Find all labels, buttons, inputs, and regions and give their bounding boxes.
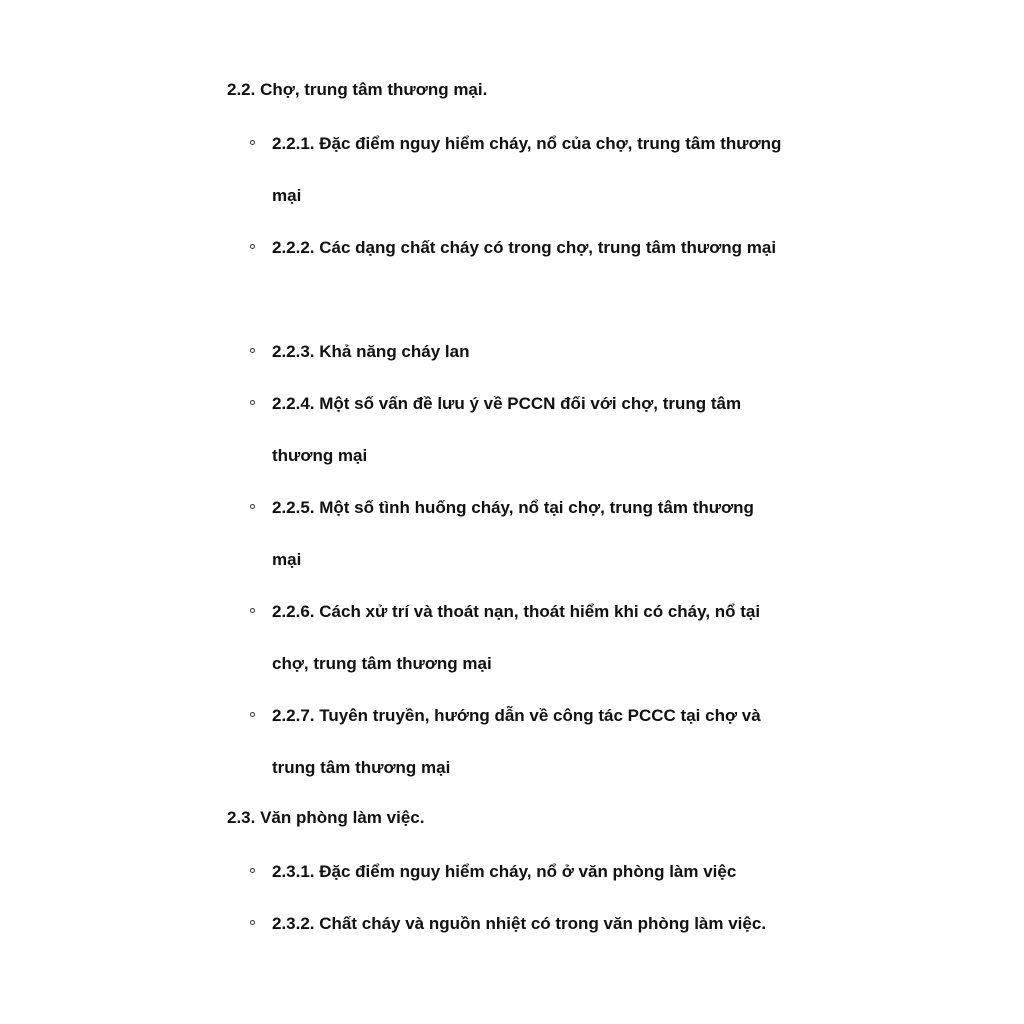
list-item-text: 2.2.1. Đặc điểm nguy hiểm cháy, nổ của chợ, trung tâm thương mại xyxy=(272,134,782,205)
circle-bullet-icon xyxy=(250,504,255,509)
list-item xyxy=(250,498,790,586)
circle-bullet-icon xyxy=(250,868,255,873)
list-item xyxy=(250,914,790,950)
section-heading-2-3: 2.3. Văn phòng làm việc. xyxy=(227,808,425,827)
circle-bullet-icon xyxy=(250,920,255,925)
list-item xyxy=(250,134,790,222)
section-heading-2-2: 2.2. Chợ, trung tâm thương mại. xyxy=(227,80,488,99)
list-item xyxy=(250,342,790,378)
circle-bullet-icon xyxy=(250,244,255,249)
list-item xyxy=(250,602,790,690)
list-item xyxy=(250,706,790,794)
circle-bullet-icon xyxy=(250,140,255,145)
circle-bullet-icon xyxy=(250,712,255,717)
circle-bullet-icon xyxy=(250,608,255,613)
list-item-text: 2.2.6. Cách xử trí và thoát nạn, thoát hiểm khi có cháy, nổ tại chợ, trung tâm thương mại xyxy=(272,602,761,673)
list-item xyxy=(250,394,790,482)
circle-bullet-icon xyxy=(250,400,255,405)
list-item-text: 2.3.2. Chất cháy và nguồn nhiệt có trong văn phòng làm việc. xyxy=(272,914,767,933)
list-item-text: 2.2.7. Tuyên truyền, hướng dẫn về công tác PCCC tại chợ và trung tâm thương mại xyxy=(272,706,761,777)
list-item xyxy=(250,862,790,898)
list-item-text: 2.2.3. Khả năng cháy lan xyxy=(272,342,470,361)
list-item-text: 2.2.5. Một số tình huống cháy, nổ tại chợ, trung tâm thương mại xyxy=(272,498,754,569)
list-item xyxy=(250,238,790,274)
list-item-text: 2.2.4. Một số vấn đề lưu ý về PCCN đối với chợ, trung tâm thương mại xyxy=(272,394,742,465)
list-item-text: 2.2.2. Các dạng chất cháy có trong chợ, trung tâm thương mại xyxy=(272,238,777,257)
list-item-text: 2.3.1. Đặc điểm nguy hiểm cháy, nổ ở văn phòng làm việc xyxy=(272,862,737,881)
circle-bullet-icon xyxy=(250,348,255,353)
